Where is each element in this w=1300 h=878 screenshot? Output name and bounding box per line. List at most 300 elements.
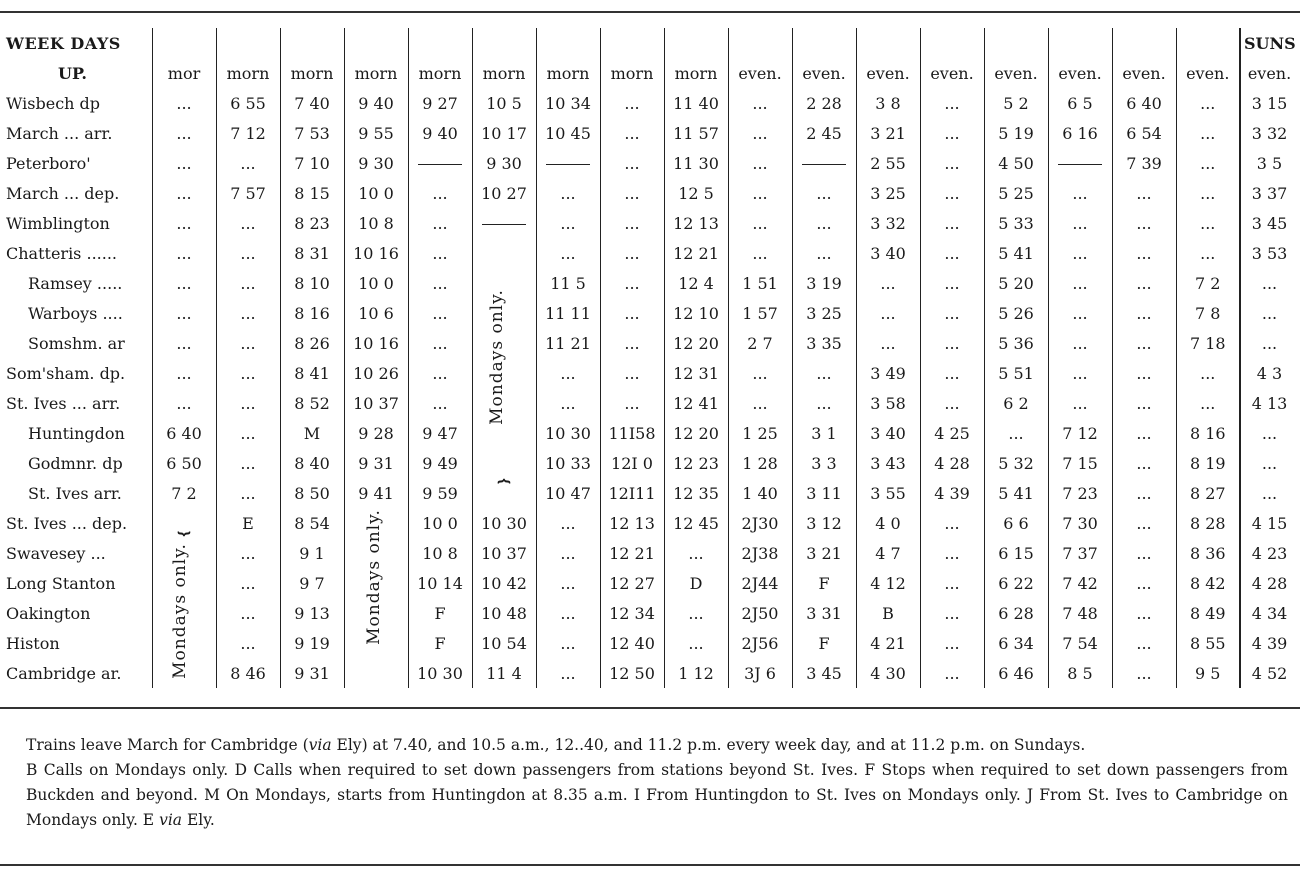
station-name: Oakington bbox=[6, 603, 91, 623]
period-label: morn bbox=[472, 58, 536, 88]
time-cell: 2J38 bbox=[728, 538, 792, 568]
time-cell: 2 55 bbox=[856, 148, 920, 178]
station-name: Warboys .... bbox=[28, 303, 123, 323]
header-blank-cell bbox=[728, 28, 792, 58]
station-name: St. Ives arr. bbox=[28, 483, 122, 503]
time-cell: 12 31 bbox=[664, 358, 728, 388]
time-cell: 8 41 bbox=[280, 358, 344, 388]
time-cell: 12I11 bbox=[600, 478, 664, 508]
time-cell: ... bbox=[152, 148, 216, 178]
time-cell: B bbox=[856, 598, 920, 628]
time-cell: ... bbox=[1112, 508, 1176, 538]
time-cell: ... bbox=[920, 178, 984, 208]
period-label: even. bbox=[1176, 58, 1240, 88]
time-cell: 4 25 bbox=[920, 418, 984, 448]
time-cell: ... bbox=[408, 268, 472, 298]
time-cell: 1 12 bbox=[664, 658, 728, 688]
time-cell: ... bbox=[792, 238, 856, 268]
time-cell: 4 12 bbox=[856, 568, 920, 598]
time-cell: ... bbox=[536, 238, 600, 268]
time-cell: ... bbox=[536, 208, 600, 238]
time-cell: ... bbox=[920, 538, 984, 568]
time-cell: 5 33 bbox=[984, 208, 1048, 238]
time-cell: 12 34 bbox=[600, 598, 664, 628]
time-cell: F bbox=[792, 628, 856, 658]
time-cell: 8 26 bbox=[280, 328, 344, 358]
week-days-label: WEEK DAYS bbox=[6, 33, 121, 53]
table-row bbox=[2, 628, 1298, 658]
time-cell: 7 8 bbox=[1176, 298, 1240, 328]
time-cell: 8 40 bbox=[280, 448, 344, 478]
period-label: morn bbox=[216, 58, 280, 88]
time-cell: ... bbox=[1176, 358, 1240, 388]
time-cell: ... bbox=[408, 178, 472, 208]
time-cell: 5 41 bbox=[984, 238, 1048, 268]
time-cell: 8 27 bbox=[1176, 478, 1240, 508]
time-cell: 12 40 bbox=[600, 628, 664, 658]
time-cell: 12 4 bbox=[664, 268, 728, 298]
time-cell: ... bbox=[1112, 478, 1176, 508]
time-cell: 8 49 bbox=[1176, 598, 1240, 628]
time-cell: 7 42 bbox=[1048, 568, 1112, 598]
time-cell: 8 36 bbox=[1176, 538, 1240, 568]
header-blank-cell bbox=[408, 28, 472, 58]
time-cell: 3 11 bbox=[792, 478, 856, 508]
time-cell: 10 26 bbox=[344, 358, 408, 388]
time-cell: 4 52 bbox=[1240, 658, 1298, 688]
time-cell: 4 39 bbox=[920, 478, 984, 508]
time-cell: 11 57 bbox=[664, 118, 728, 148]
time-cell: 12 27 bbox=[600, 568, 664, 598]
time-cell: 3 40 bbox=[856, 238, 920, 268]
time-cell: 3 45 bbox=[1240, 208, 1298, 238]
station-name: St. Ives ... arr. bbox=[6, 393, 121, 413]
time-cell: ... bbox=[1112, 538, 1176, 568]
time-cell: ... bbox=[152, 118, 216, 148]
time-cell bbox=[792, 148, 856, 178]
time-cell: 2J56 bbox=[728, 628, 792, 658]
time-cell: ... bbox=[600, 238, 664, 268]
time-cell: 6 40 bbox=[1112, 88, 1176, 118]
station-name: March ... arr. bbox=[6, 123, 113, 143]
time-cell: ... bbox=[1240, 328, 1298, 358]
time-cell: 5 32 bbox=[984, 448, 1048, 478]
time-cell: ... bbox=[408, 388, 472, 418]
time-cell: ... bbox=[1112, 358, 1176, 388]
time-cell: ... bbox=[920, 328, 984, 358]
time-cell: 8 10 bbox=[280, 268, 344, 298]
time-cell: 6 54 bbox=[1112, 118, 1176, 148]
time-cell: ... bbox=[1112, 268, 1176, 298]
time-cell: F bbox=[792, 568, 856, 598]
time-cell: 3 5 bbox=[1240, 148, 1298, 178]
time-cell: ... bbox=[1112, 238, 1176, 268]
time-cell: 3 45 bbox=[792, 658, 856, 688]
time-cell: ... bbox=[1112, 598, 1176, 628]
time-cell: 8 23 bbox=[280, 208, 344, 238]
station-name: Peterboro' bbox=[6, 153, 91, 173]
time-cell: ... bbox=[152, 358, 216, 388]
station-name: Cambridge ar. bbox=[6, 663, 122, 683]
time-cell: 5 41 bbox=[984, 478, 1048, 508]
time-cell: 10 34 bbox=[536, 88, 600, 118]
station-name: Swavesey ... bbox=[6, 543, 106, 563]
mondays-only-note-col1: Mondays only. bbox=[170, 543, 190, 679]
table-row bbox=[2, 148, 1298, 178]
time-cell: ... bbox=[408, 298, 472, 328]
time-cell: ... bbox=[792, 358, 856, 388]
time-cell: 12 35 bbox=[664, 478, 728, 508]
time-cell: 3 32 bbox=[1240, 118, 1298, 148]
time-cell bbox=[536, 148, 600, 178]
time-cell: ... bbox=[920, 598, 984, 628]
footnote-line-2: B Calls on Mondays only. D Calls when required to set down passengers from stations beyond St. Ives. F Stops when required to set down passengers from Buckden and beyond. M On Mondays, starts from Huntingdon at 8.35 a.m. I From Huntingdon to St. Ives on Mondays only. J From St. Ives to Cambridge on Mondays only. E via Ely. bbox=[26, 761, 1288, 829]
time-cell: 6 2 bbox=[984, 388, 1048, 418]
time-cell: 4 7 bbox=[856, 538, 920, 568]
time-cell bbox=[472, 208, 536, 238]
time-cell: 7 2 bbox=[152, 478, 216, 508]
time-cell: 9 30 bbox=[344, 148, 408, 178]
time-cell: ... bbox=[600, 118, 664, 148]
period-label: morn bbox=[280, 58, 344, 88]
time-cell: ... bbox=[216, 418, 280, 448]
time-cell bbox=[472, 448, 536, 478]
time-cell: ... bbox=[1112, 208, 1176, 238]
time-cell: 3 58 bbox=[856, 388, 920, 418]
time-cell: F bbox=[408, 628, 472, 658]
time-cell: 12 20 bbox=[664, 418, 728, 448]
time-cell: 9 27 bbox=[408, 88, 472, 118]
time-cell: ... bbox=[1112, 448, 1176, 478]
time-cell: ... bbox=[600, 208, 664, 238]
time-cell: ... bbox=[792, 208, 856, 238]
time-cell: 12 45 bbox=[664, 508, 728, 538]
time-cell: 9 19 bbox=[280, 628, 344, 658]
time-cell: 3 12 bbox=[792, 508, 856, 538]
time-cell: ... bbox=[536, 598, 600, 628]
time-cell: 11 4 bbox=[472, 658, 536, 688]
time-cell: 7 10 bbox=[280, 148, 344, 178]
time-cell: ... bbox=[1048, 178, 1112, 208]
time-cell: 11 21 bbox=[536, 328, 600, 358]
time-cell: 7 2 bbox=[1176, 268, 1240, 298]
time-cell: ... bbox=[856, 328, 920, 358]
time-cell: ... bbox=[920, 658, 984, 688]
time-cell: 3 40 bbox=[856, 418, 920, 448]
time-cell: ... bbox=[728, 358, 792, 388]
time-cell: 3 1 bbox=[792, 418, 856, 448]
time-cell: 1 28 bbox=[728, 448, 792, 478]
time-cell: ... bbox=[152, 268, 216, 298]
time-cell: 1 40 bbox=[728, 478, 792, 508]
time-cell: ... bbox=[216, 238, 280, 268]
time-cell: 12 13 bbox=[664, 208, 728, 238]
time-cell: 8 55 bbox=[1176, 628, 1240, 658]
time-cell: 9 40 bbox=[344, 88, 408, 118]
time-cell: ... bbox=[152, 178, 216, 208]
station-name: Chatteris ...... bbox=[6, 243, 117, 263]
header-blank-cell bbox=[984, 28, 1048, 58]
time-cell: 7 15 bbox=[1048, 448, 1112, 478]
time-cell: 12 23 bbox=[664, 448, 728, 478]
time-cell: 10 30 bbox=[536, 418, 600, 448]
header-blank-cell bbox=[1176, 28, 1240, 58]
time-cell: ... bbox=[536, 178, 600, 208]
time-cell: ... bbox=[600, 178, 664, 208]
time-cell: 9 28 bbox=[344, 418, 408, 448]
time-cell: 4 21 bbox=[856, 628, 920, 658]
mondays-only-note-col6: Mondays only. bbox=[487, 289, 507, 425]
station-name: Long Stanton bbox=[6, 573, 116, 593]
time-cell: ... bbox=[920, 208, 984, 238]
time-cell: ... bbox=[728, 118, 792, 148]
table-row bbox=[2, 658, 1298, 688]
time-cell: 12 21 bbox=[664, 238, 728, 268]
time-cell: 3J 6 bbox=[728, 658, 792, 688]
time-cell: ... bbox=[1048, 208, 1112, 238]
time-cell: ... bbox=[728, 208, 792, 238]
time-cell: 3 19 bbox=[792, 268, 856, 298]
time-cell: ... bbox=[600, 268, 664, 298]
bottom-rule bbox=[0, 864, 1300, 866]
footnote-line-1: Trains leave March for Cambridge (via Ely) at 7.40, and 10.5 a.m., 12..40, and 11.2 p.m. every week day, and at 11.2 p.m. on Sundays. bbox=[26, 736, 1086, 754]
time-cell: 8 28 bbox=[1176, 508, 1240, 538]
time-cell: 3 3 bbox=[792, 448, 856, 478]
time-cell: 5 19 bbox=[984, 118, 1048, 148]
time-cell: ... bbox=[1048, 358, 1112, 388]
time-cell: 9 7 bbox=[280, 568, 344, 598]
table-row bbox=[2, 478, 1298, 508]
dash-mark bbox=[482, 224, 526, 225]
time-cell: 2 7 bbox=[728, 328, 792, 358]
time-cell: 7 57 bbox=[216, 178, 280, 208]
time-cell: 9 55 bbox=[344, 118, 408, 148]
time-cell: ... bbox=[408, 358, 472, 388]
time-cell: 10 27 bbox=[472, 178, 536, 208]
dash-mark bbox=[546, 164, 590, 165]
time-cell: 4 34 bbox=[1240, 598, 1298, 628]
header-blank-cell bbox=[856, 28, 920, 58]
time-cell: ... bbox=[920, 118, 984, 148]
time-cell: ... bbox=[216, 568, 280, 598]
time-cell: 10 14 bbox=[408, 568, 472, 598]
time-cell: 10 0 bbox=[344, 268, 408, 298]
time-cell: D bbox=[664, 568, 728, 598]
time-cell: 5 20 bbox=[984, 268, 1048, 298]
time-cell: 6 28 bbox=[984, 598, 1048, 628]
time-cell: 9 41 bbox=[344, 478, 408, 508]
time-cell: ... bbox=[920, 268, 984, 298]
time-cell: ... bbox=[536, 388, 600, 418]
time-cell: 12 41 bbox=[664, 388, 728, 418]
table-row bbox=[2, 328, 1298, 358]
time-cell: 8 50 bbox=[280, 478, 344, 508]
time-cell: ... bbox=[216, 598, 280, 628]
time-cell: 3 37 bbox=[1240, 178, 1298, 208]
time-cell: 10 5 bbox=[472, 88, 536, 118]
station-name: Ramsey ..... bbox=[28, 273, 123, 293]
time-cell: 6 16 bbox=[1048, 118, 1112, 148]
header-blank-cell bbox=[216, 28, 280, 58]
time-cell: M bbox=[280, 418, 344, 448]
time-cell: ... bbox=[1240, 298, 1298, 328]
header-blank-cell bbox=[536, 28, 600, 58]
table-row bbox=[2, 388, 1298, 418]
period-label: even. bbox=[1112, 58, 1176, 88]
time-cell: ... bbox=[1176, 178, 1240, 208]
time-cell: ... bbox=[152, 88, 216, 118]
time-cell: 7 40 bbox=[280, 88, 344, 118]
period-label: even. bbox=[920, 58, 984, 88]
period-label: even. bbox=[1048, 58, 1112, 88]
time-cell: ... bbox=[1112, 388, 1176, 418]
period-label: morn bbox=[664, 58, 728, 88]
time-cell: 12 21 bbox=[600, 538, 664, 568]
time-cell: ... bbox=[856, 298, 920, 328]
time-cell: 1 57 bbox=[728, 298, 792, 328]
sundays-label: SUNS bbox=[1240, 28, 1298, 58]
station-name: Wisbech dp bbox=[6, 93, 101, 113]
time-cell: ... bbox=[1048, 268, 1112, 298]
time-cell: 6 5 bbox=[1048, 88, 1112, 118]
time-cell: ... bbox=[920, 508, 984, 538]
time-cell: 6 15 bbox=[984, 538, 1048, 568]
time-cell: 2J44 bbox=[728, 568, 792, 598]
table-row bbox=[2, 598, 1298, 628]
header-row-2 bbox=[2, 58, 1298, 88]
time-cell: 4 13 bbox=[1240, 388, 1298, 418]
time-cell: ... bbox=[1112, 178, 1176, 208]
time-cell: ... bbox=[216, 388, 280, 418]
dash-mark bbox=[1058, 164, 1102, 165]
header-row-1 bbox=[2, 28, 1298, 58]
time-cell bbox=[1048, 148, 1112, 178]
time-cell: ... bbox=[1176, 148, 1240, 178]
station-name: Huntingdon bbox=[28, 423, 125, 443]
time-cell: 10 16 bbox=[344, 328, 408, 358]
time-cell: 4 15 bbox=[1240, 508, 1298, 538]
time-cell: ... bbox=[408, 208, 472, 238]
time-cell: 6 46 bbox=[984, 658, 1048, 688]
time-cell: 12 13 bbox=[600, 508, 664, 538]
header-blank-cell bbox=[152, 28, 216, 58]
time-cell: ... bbox=[536, 568, 600, 598]
table-row bbox=[2, 238, 1298, 268]
time-cell: 10 30 bbox=[472, 508, 536, 538]
time-cell: ... bbox=[1176, 88, 1240, 118]
sunday-period-label: even. bbox=[1240, 58, 1298, 88]
time-cell: ... bbox=[1240, 268, 1298, 298]
time-cell: 6 34 bbox=[984, 628, 1048, 658]
time-cell: ... bbox=[216, 148, 280, 178]
time-cell: ... bbox=[1176, 118, 1240, 148]
time-cell: 5 36 bbox=[984, 328, 1048, 358]
time-cell: 9 31 bbox=[344, 448, 408, 478]
time-cell: 10 37 bbox=[472, 538, 536, 568]
time-cell: 4 28 bbox=[1240, 568, 1298, 598]
time-cell: 12 20 bbox=[664, 328, 728, 358]
time-cell: ... bbox=[1112, 328, 1176, 358]
time-cell: 10 48 bbox=[472, 598, 536, 628]
time-cell: 5 51 bbox=[984, 358, 1048, 388]
table-row bbox=[2, 568, 1298, 598]
period-label: even. bbox=[728, 58, 792, 88]
time-cell: 2 28 bbox=[792, 88, 856, 118]
time-cell: 3 21 bbox=[856, 118, 920, 148]
time-cell: 10 54 bbox=[472, 628, 536, 658]
time-cell: ... bbox=[920, 88, 984, 118]
time-cell: 3 21 bbox=[792, 538, 856, 568]
time-cell: 8 54 bbox=[280, 508, 344, 538]
brace-mark: ⏟ bbox=[177, 510, 191, 535]
time-cell: ... bbox=[1240, 478, 1298, 508]
time-cell: ... bbox=[536, 658, 600, 688]
time-cell: 10 6 bbox=[344, 298, 408, 328]
time-cell: ... bbox=[1112, 628, 1176, 658]
table-row bbox=[2, 88, 1298, 118]
table-row bbox=[2, 448, 1298, 478]
time-cell: 7 30 bbox=[1048, 508, 1112, 538]
time-cell: 8 19 bbox=[1176, 448, 1240, 478]
time-cell: 3 8 bbox=[856, 88, 920, 118]
time-cell: ... bbox=[920, 568, 984, 598]
time-cell: ... bbox=[1112, 418, 1176, 448]
time-cell: 3 31 bbox=[792, 598, 856, 628]
time-cell: ... bbox=[920, 298, 984, 328]
table-row bbox=[2, 118, 1298, 148]
header-blank-cell bbox=[1048, 28, 1112, 58]
dash-mark bbox=[418, 164, 462, 165]
station-name: Somshm. ar bbox=[28, 333, 125, 353]
time-cell: ... bbox=[216, 448, 280, 478]
time-cell: ... bbox=[216, 538, 280, 568]
time-cell: 7 37 bbox=[1048, 538, 1112, 568]
time-cell: ... bbox=[1048, 298, 1112, 328]
time-cell: 10 8 bbox=[344, 208, 408, 238]
time-cell: ... bbox=[728, 388, 792, 418]
time-cell bbox=[472, 478, 536, 508]
table-row bbox=[2, 358, 1298, 388]
time-cell: ... bbox=[216, 628, 280, 658]
time-cell: 4 3 bbox=[1240, 358, 1298, 388]
time-cell: 3 55 bbox=[856, 478, 920, 508]
time-cell: ... bbox=[1176, 238, 1240, 268]
time-cell: 4 28 bbox=[920, 448, 984, 478]
time-cell: 2J50 bbox=[728, 598, 792, 628]
time-cell: 10 47 bbox=[536, 478, 600, 508]
time-cell: 10 30 bbox=[408, 658, 472, 688]
time-cell: 1 51 bbox=[728, 268, 792, 298]
time-cell: ... bbox=[1240, 418, 1298, 448]
time-cell: 9 49 bbox=[408, 448, 472, 478]
time-cell: 8 52 bbox=[280, 388, 344, 418]
period-label: even. bbox=[792, 58, 856, 88]
time-cell: ... bbox=[408, 238, 472, 268]
time-cell: ... bbox=[152, 298, 216, 328]
time-cell: ... bbox=[920, 238, 984, 268]
time-cell: ... bbox=[600, 358, 664, 388]
time-cell: 9 13 bbox=[280, 598, 344, 628]
time-cell: ... bbox=[152, 238, 216, 268]
time-cell: ... bbox=[920, 148, 984, 178]
station-name: Som'sham. dp. bbox=[6, 363, 126, 383]
time-cell: 4 39 bbox=[1240, 628, 1298, 658]
time-cell: 8 16 bbox=[280, 298, 344, 328]
brace-mark: ⏞ bbox=[497, 480, 511, 505]
time-cell: ... bbox=[216, 208, 280, 238]
time-cell: 11 5 bbox=[536, 268, 600, 298]
time-cell: ... bbox=[1176, 388, 1240, 418]
